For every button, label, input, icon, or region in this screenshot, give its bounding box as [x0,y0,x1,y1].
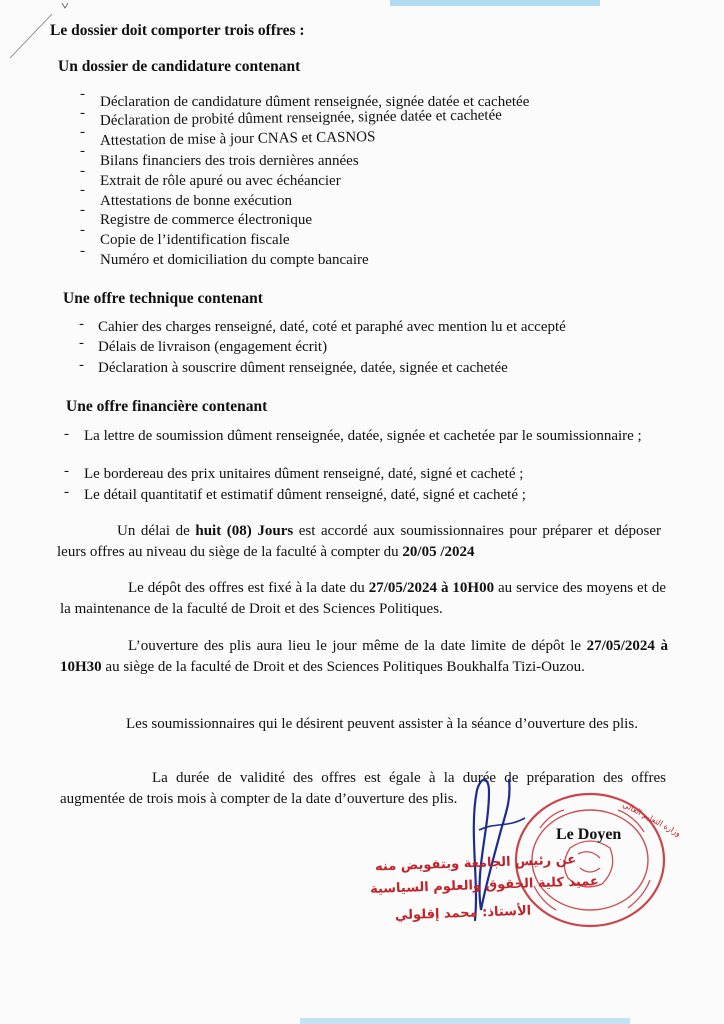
signatory-title: Le Doyen [556,826,622,843]
p1-bold: huit (08) Jours [195,523,294,539]
list-item: Numéro et domiciliation du compte bancaire [100,252,369,268]
bullet-dash: - [80,222,85,238]
scan-edge-top [390,0,600,6]
list-item: Attestations de bonne exécution [100,193,293,209]
list-item: Déclaration à souscrire dûment renseignée, datée, signée et cachetée [98,360,508,376]
p2-bold: 27/05/2024 à 10H00 [368,580,495,596]
p2-text: au service des moyens et de la maintenance de la faculté de Droit et des Sciences Politiques. [60,580,666,617]
p1-date: 20/05 /2024 [402,544,475,560]
p3-text: L’ouverture des plis aura lieu le jour même de la date limite de dépôt le [128,638,587,654]
bullet-dash: - [80,163,85,179]
paragraph-validite: La durée de validité des offres est égale à la durée de préparation des offres augmentée de trois mois à compter de la date d’ouverture des plis. [60,770,666,807]
bullet-dash: - [80,124,85,140]
list-item: Registre de commerce électronique [100,212,312,228]
bullet-dash: - [64,484,69,500]
technique-heading: Une offre technique contenant [63,290,263,307]
list-item: Déclaration de probité dûment renseignée, signée datée et cachetée [99,107,502,129]
list-item: Le bordereau des prix unitaires dûment renseigné, daté, signé et cacheté ; [84,466,524,482]
bullet-dash: - [64,426,69,442]
bullet-dash: - [80,182,85,198]
list-item: Déclaration de candidature dûment renseignée, signée datée et cachetée [100,94,530,110]
bullet-dash: - [79,335,84,351]
bullet-dash: - [80,143,85,159]
bullet-dash: - [79,316,84,332]
arabic-name: الأستاذ: محمد إقلولي [394,903,532,924]
paragraph-ouverture [60,636,668,678]
p1-text: Un délai de [117,523,196,539]
candidature-heading: Un dossier de candidature contenant [58,58,301,75]
financiere-heading: Une offre financière contenant [66,398,268,415]
paragraph-delai [57,521,661,563]
bullet-dash: - [80,105,85,121]
arabic-delegation: عن رئيس الجامعة وبتفويض منه [374,852,577,875]
stamp-text: وزارة التعليم العالي [621,799,683,839]
paragraph-assister: Les soumissionnaires qui le désirent peuvent assister à la séance d’ouverture des plis. [126,716,638,732]
list-item: Cahier des charges renseigné, daté, coté et paraphé avec mention lu et accepté [98,319,566,335]
list-item: Attestation de mise à jour CNAS et CASNOS [99,129,376,149]
list-item: Extrait de rôle apuré ou avec échéancier [100,173,341,189]
p3-text: au siège de la faculté de Droit et des Sciences Politiques Boukhalfa Tizi-Ouzou. [101,659,585,675]
list-item: Le détail quantitatif et estimatif dûment renseigné, daté, signé et cacheté ; [84,487,526,503]
scan-edge-bottom [300,1018,630,1024]
p2-text: Le dépôt des offres est fixé à la date du [128,580,369,596]
list-item: Copie de l’identification fiscale [100,232,290,248]
paragraph-depot [60,578,666,620]
list-item: La lettre de soumission dûment renseignée, datée, signée et cachetée par le soumissionnaire ; [84,428,642,444]
p3-bold: 27/05/2024 à 10H30 [60,638,668,675]
bullet-dash: - [80,243,85,259]
p1-text: est accordé aux soumissionnaires pour préparer et déposer leurs offres au niveau du siège de la faculté à compter du [57,523,662,560]
bullet-dash: - [79,357,84,373]
bullet-dash: - [64,463,69,479]
arabic-faculty: عميد كلية الحقوق والعلوم السياسية [369,874,600,897]
list-item: Délais de livraison (engagement écrit) [98,339,328,355]
bullet-dash: - [80,86,85,102]
bullet-dash: - [80,202,85,218]
intro-text: Le dossier doit comporter trois offres : [50,22,305,39]
list-item: Bilans financiers des trois dernières années [100,153,359,169]
